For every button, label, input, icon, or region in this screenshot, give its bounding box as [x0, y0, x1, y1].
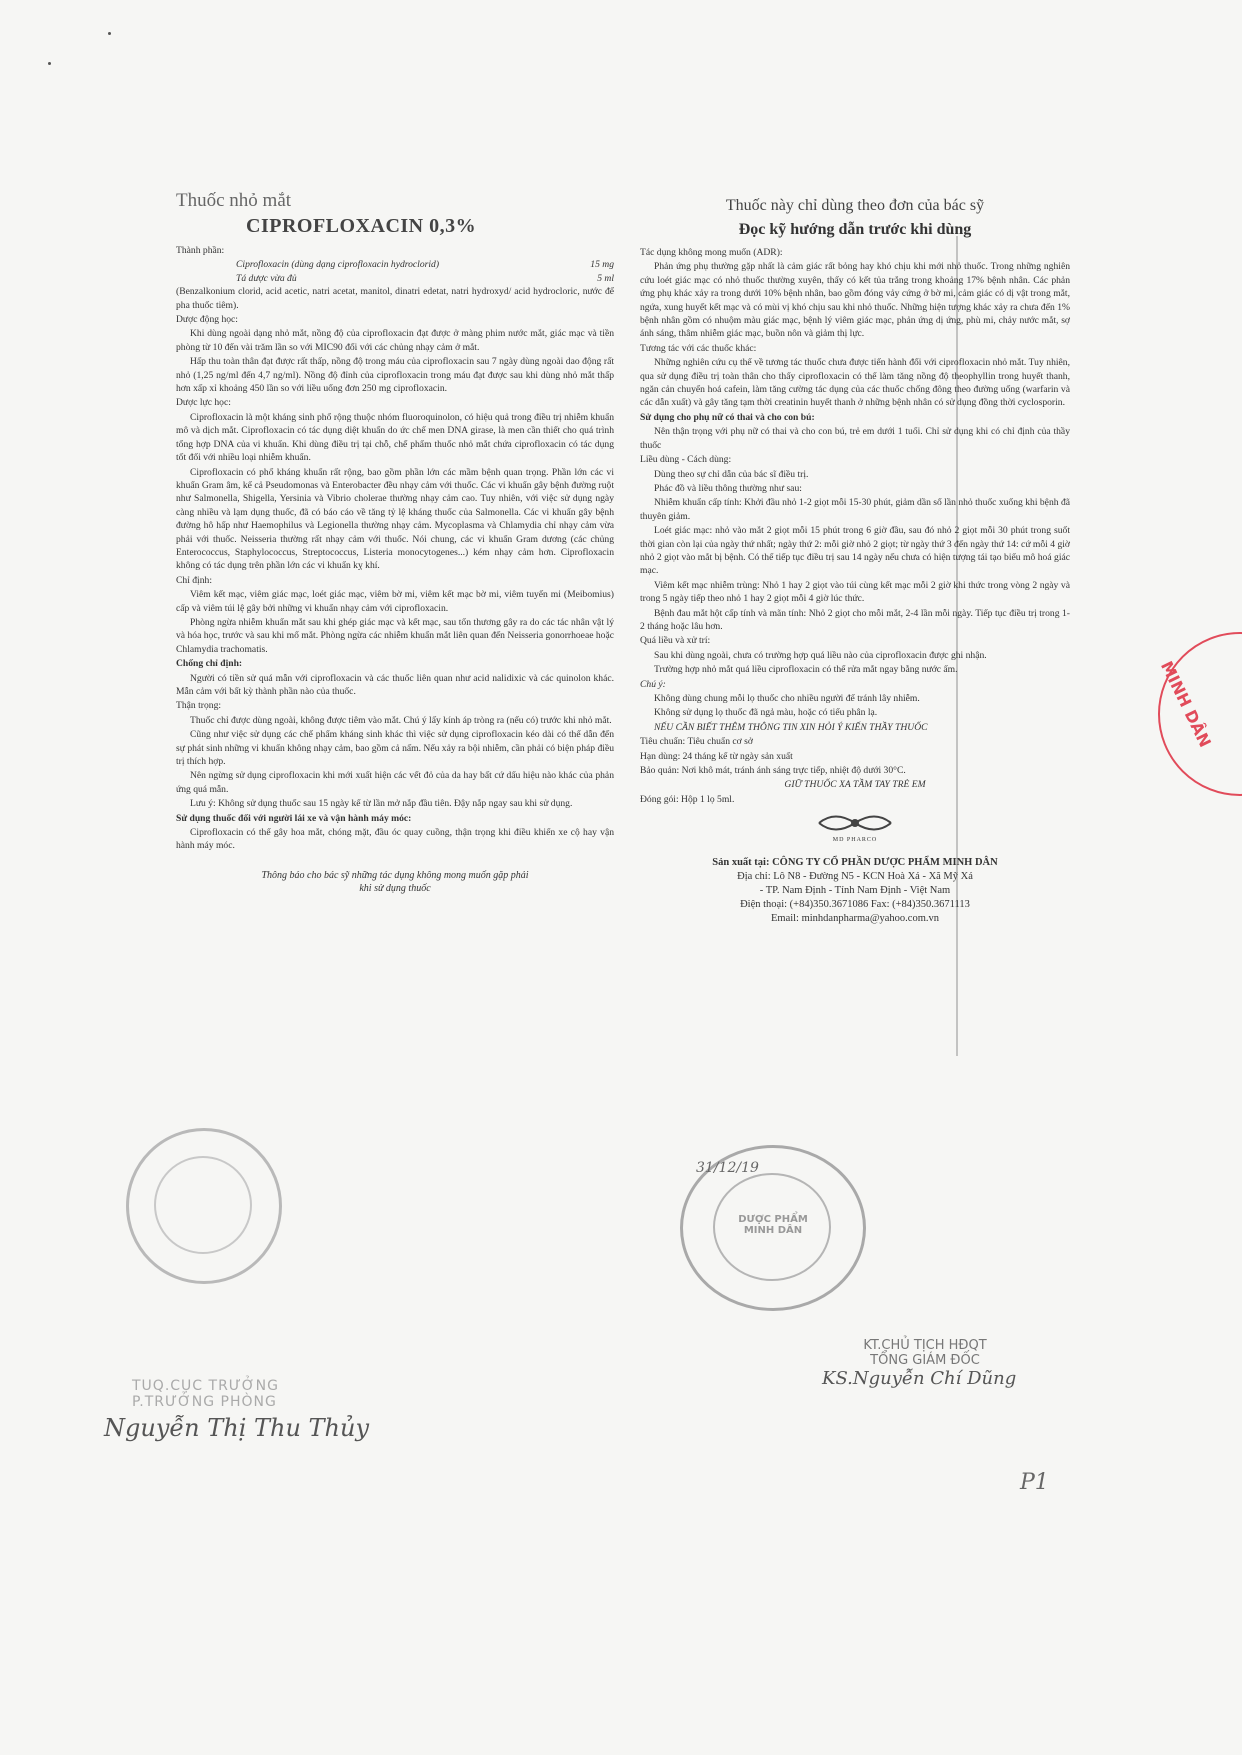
- manufacturer-name: Sản xuất tại: CÔNG TY CỔ PHẦN DƯỢC PHẨM MINH DÂN: [712, 856, 998, 868]
- read-instructions-line: Đọc kỹ hướng dẫn trước khi dùng: [738, 221, 972, 238]
- dosage-heading: Liều dùng - Cách dùng:: [640, 454, 732, 466]
- composition-excipients: [176, 272, 614, 285]
- product-type-title: Thuốc nhỏ mắt: [176, 190, 292, 211]
- manufacturer-address: Địa chỉ: Lô N8 - Đường N5 - KCN Hoà Xá - Xã Mỹ Xá: [737, 870, 973, 882]
- caution-paragraph: Cũng như việc sử dụng các chế phẩm kháng sinh khác thì việc sử dụng ciprofloxacin kéo dài có thể dẫn đến sự phát sinh những vi khuẩn không nhạy cảm, bao gồm cả nấm. Nếu xảy ra bội nhiễm, cần phải có biện pháp điều trị thích hợp.: [176, 729, 614, 768]
- handwritten-date: 31/12/19: [696, 1160, 759, 1176]
- driving-heading: Sử dụng thuốc đối với người lái xe và vận hành máy móc:: [176, 812, 412, 824]
- contraindications-heading: Chống chỉ định:: [176, 658, 243, 670]
- excipients-label: Tá dược vừa đủ: [236, 272, 297, 284]
- left-column: [176, 190, 614, 896]
- manufacturer-email: Email: minhdanpharma@yahoo.com.vn: [770, 912, 939, 924]
- left-signatory-title: P.TRƯỞNG PHÒNG: [132, 1394, 277, 1410]
- manufacturer-phone: Điện thoại: (+84)350.3671086 Fax: (+84)350.3671113: [740, 898, 970, 910]
- contraindications-paragraph: Người có tiền sử quá mẫn với ciprofloxacin và các thuốc liên quan như acid nalidixic và các quinolon khác. Mẫn cảm với bất kỳ thành phần nào của thuốc.: [176, 672, 614, 697]
- left-signatory-title: TUQ.CỤC TRƯỞNG: [132, 1378, 279, 1394]
- dosage-paragraph: Phác đồ và liều thông thường như sau:: [654, 482, 802, 494]
- caution-paragraph: Thuốc chỉ được dùng ngoài, không được tiêm vào mắt. Chú ý lấy kính áp tròng ra (nếu có) trước khi nhỏ mắt.: [190, 714, 612, 726]
- left-signature-name: Nguyễn Thị Thu Thủy: [104, 1414, 370, 1442]
- interactions-paragraph: Những nghiên cứu cụ thể về tương tác thuốc chưa được tiến hành đối với ciprofloxacin nhỏ mắt. Tuy nhiên, qua sử dụng điều trị toàn thân cho thấy ciprofloxacin có thể làm tăng nồng độ theophyllin trong huyết thanh, ngăn cản chuyển hoá cafein, làm tăng cường tác dụng của các thuốc chống đông theo đường uống (warfarin và các dẫn xuất) và gây tăng tạm thời creatinin huyết thanh ở những bệnh nhân có sử dụng đồng thời cyclosporin.: [640, 357, 1070, 409]
- logo-mark-icon: [815, 812, 895, 834]
- packing-line: Đóng gói: Hộp 1 lọ 5ml.: [640, 793, 735, 805]
- scan-speck: [48, 62, 51, 65]
- overdose-paragraph: Trường hợp nhỏ mắt quá liều ciprofloxacin có thể rửa mắt ngay bằng nước ấm.: [654, 664, 958, 676]
- consult-doctor-line: NẾU CẦN BIẾT THÊM THÔNG TIN XIN HỎI Ý KIẾN THẦY THUỐC: [654, 721, 928, 733]
- indications-paragraph: Viêm kết mạc, viêm giác mạc, loét giác mạc, viêm bờ mi, viêm kết mạc bờ mi, viêm tuyến mi (Meibomius) cấp và viêm túi lệ gây bởi những vi khuẩn nhạy cảm với ciprofloxacin.: [176, 589, 614, 614]
- indications-paragraph: Phòng ngừa nhiễm khuẩn mắt sau khi ghép giác mạc và kết mạc, sau tổn thương gây ra do các tác nhân vật lý và hóa học, trước và sau khi mổ mắt. Phòng ngừa các nhiễm khuẩn mắt liên quan đến Neisseria gonorrhoeae hoặc Chlamydia trachomatis.: [176, 616, 614, 655]
- right-signature-name: KS.Nguyễn Chí Dũng: [822, 1368, 1017, 1389]
- red-company-stamp: [1158, 632, 1242, 796]
- red-stamp-text: MINH DÂN: [1156, 658, 1215, 751]
- pd-paragraph: Ciprofloxacin là một kháng sinh phổ rộng thuộc nhóm fluoroquinolon, có hiệu quả trong điều trị nhiễm khuẩn mô và dịch mắt. Ciprofloxacin có tác dụng diệt khuẩn do ức chế men DNA girase, là men cần thiết cho quá trình tổng hợp DNA của vi khuẩn. Khi dùng điều trị tại chỗ, chế phẩm thuốc nhỏ mắt chứa ciprofloxacin có tác dụng tốt đối với nhiều loại nhiễm khuẩn.: [176, 411, 614, 464]
- overdose-heading: Quá liều và xử trí:: [640, 635, 711, 647]
- note-paragraph: Không dùng chung mỗi lọ thuốc cho nhiều người để tránh lây nhiễm.: [654, 693, 920, 704]
- pregnancy-heading: Sử dụng cho phụ nữ có thai và cho con bú:: [640, 411, 815, 423]
- right-signatory-title: TỔNG GIÁM ĐỐC: [870, 1353, 980, 1368]
- indications-heading: Chỉ định:: [176, 574, 212, 586]
- active-amount: 15 mg: [590, 259, 614, 271]
- note-paragraph: Không sử dụng lọ thuốc đã ngả màu, hoặc có tiểu phân lạ.: [654, 707, 878, 719]
- authority-stamp: [126, 1128, 282, 1284]
- stamp-text: DƯỢC PHẨM MINH DÂN: [738, 1214, 808, 1236]
- pregnancy-paragraph: Nên thận trọng với phụ nữ có thai và cho con bú, trẻ em dưới 1 tuổi. Chỉ sử dụng khi có chỉ định của thầy thuốc: [640, 426, 1070, 451]
- composition-active: [176, 258, 614, 271]
- adr-notice-line: khi sử dụng thuốc: [359, 883, 431, 895]
- left-signatory-titles: [132, 1378, 279, 1410]
- standard-line: Tiêu chuẩn: Tiêu chuẩn cơ sở: [640, 736, 753, 748]
- dosage-paragraph: Loét giác mạc: nhỏ vào mắt 2 giọt mỗi 15 phút trong 6 giờ đầu, sau đó nhỏ 2 giọt mỗi 30 phút trong suốt thời gian còn lại của ngày thứ nhất; ngày thứ 2: mỗi giờ nhỏ 2 giọt; từ ngày thứ 3 đến ngày thứ 14: cứ mỗi 4 giờ nhỏ 2 giọt vào mắt bị bệnh. Có thể tiếp tục điều trị sau 14 ngày nếu chưa có hiện tượng tái tạo biểu mô hoá giác mạc.: [640, 525, 1070, 577]
- right-signatory-title: KT.CHỦ TỊCH HĐQT: [863, 1338, 987, 1353]
- dosage-paragraph: Dùng theo sự chỉ dẫn của bác sĩ điều trị.: [654, 468, 809, 480]
- keep-away-line: GIỮ THUỐC XA TẦM TAY TRẺ EM: [784, 779, 926, 791]
- dosage-paragraph: Viêm kết mạc nhiễm trùng: Nhỏ 1 hay 2 giọt vào túi cùng kết mạc mỗi 2 giờ khi thức trong vòng 2 ngày và trong 5 ngày tiếp theo nhỏ 1 hay 2 giọt mỗi 4 giờ lúc thức.: [640, 579, 1070, 605]
- caution-paragraph: Nên ngừng sử dụng ciprofloxacin khi mới xuất hiện các vết đỏ của da hay bất cứ dấu hiệu nào khác của phản ứng quá mẫn.: [176, 770, 614, 795]
- adr-notice-line: Thông báo cho bác sỹ những tác dụng không mong muốn gặp phải: [261, 869, 529, 881]
- logo-caption: MD PHARCO: [832, 837, 878, 844]
- adr-paragraph: Phản ứng phụ thường gặp nhất là cảm giác rất bỏng hay khó chịu khi mới nhỏ thuốc. Trong những nghiên cứu loét giác mạc có nhỏ thuốc thường xuyên, thấy có kết tủa trắng trong khoảng 17% bệnh nhân. Các phản ứng phụ khác xảy ra trong dưới 10% bệnh nhân, bao gồm đóng vảy cứng ở bờ mi, cảm giác có dị vật trong mắt, ngứa, xung huyết kết mạc và có mùi vị khó chịu sau khi nhỏ thuốc. Những hiện tượng khác xảy ra chưa đến 1% bệnh nhân gồm có nhuộm màu giác mạc, bệnh lý viêm giác mạc, phản ứng dị ứng, phù mi, chảy nước mắt, sợ ánh sáng, thâm nhiễm giác mạc, buồn nôn và giảm thị lực.: [640, 261, 1070, 340]
- caution-heading: Thận trọng:: [176, 700, 222, 712]
- stamp-inner-ring: [154, 1156, 252, 1254]
- composition-heading: Thành phần:: [176, 245, 225, 256]
- interactions-heading: Tương tác với các thuốc khác:: [640, 342, 757, 354]
- caution-note: Lưu ý: Không sử dụng thuốc sau 15 ngày kể từ lần mở nắp đầu tiên. Đậy nắp ngay sau khi sử dụng.: [190, 798, 573, 810]
- adr-notice: [176, 869, 614, 896]
- right-column: [640, 196, 1070, 926]
- scan-speck: [108, 32, 111, 35]
- right-signatory-titles: [840, 1338, 1010, 1368]
- overdose-paragraph: Sau khi dùng ngoài, chưa có trường hợp quá liều nào của ciprofloxacin được ghi nhận.: [654, 649, 987, 661]
- driving-paragraph: Ciprofloxacin có thể gây hoa mắt, chóng mặt, đầu óc quay cuồng, thận trọng khi điều khiển xe cộ hay vận hành máy móc.: [176, 827, 614, 852]
- storage-line: Bảo quản: Nơi khô mát, tránh ánh sáng trực tiếp, nhiệt độ dưới 30°C.: [640, 765, 906, 777]
- active-ingredient: Ciprofloxacin (dùng dạng ciprofloxacin hydroclorid): [236, 259, 440, 271]
- note-heading: Chú ý:: [640, 678, 666, 690]
- excipient-list: (Benzalkonium clorid, acid acetic, natri acetat, manitol, dinatri edetat, natri hydroxyd/ acid hydrocloric, nước để pha thuốc tiêm).: [176, 286, 614, 311]
- pd-heading: Dược lực học:: [176, 397, 231, 409]
- adr-heading: Tác dụng không mong muốn (ADR):: [640, 247, 783, 258]
- dosage-paragraph: Bệnh đau mắt hột cấp tính và mãn tính: Nhỏ 2 giọt cho mỗi mắt, 2-4 lần mỗi ngày. Tiếp tục điều trị trong 1-2 tháng hoặc lâu hơn.: [640, 607, 1070, 632]
- pk-paragraph: Khi dùng ngoài dạng nhỏ mắt, nồng độ của ciprofloxacin đạt được ở màng phim nước mắt, giác mạc và tiền phòng từ 10 đến vài trăm lần so với MIC90 đối với các chủng nhạy cảm ở mắt.: [176, 328, 614, 353]
- pk-paragraph: Hấp thu toàn thân đạt được rất thấp, nồng độ trong máu của ciprofloxacin sau 7 ngày dùng ngoài dao động rất nhỏ (1,25 ng/ml đến 4,7 ng/ml). Nồng độ đỉnh của ciprofloxacin trong máu đạt được sau khi dùng nhỏ mắt thấp hơn xấp xỉ khoảng 450 lần so với liều uống đơn 250 mg ciprofloxacin.: [176, 356, 614, 395]
- manufacturer-block: [640, 856, 1070, 926]
- dosage-paragraph: Nhiễm khuẩn cấp tính: Khởi đầu nhỏ 1-2 giọt mỗi 15-30 phút, giảm dần số lần nhỏ thuốc xuống khi bệnh đã thuyên giảm.: [640, 497, 1070, 522]
- product-name-title: CIPROFLOXACIN 0,3%: [246, 215, 477, 237]
- excipients-amount: 5 ml: [597, 272, 614, 284]
- company-logo: [815, 812, 895, 834]
- pk-heading: Dược động học:: [176, 314, 238, 326]
- manufacturer-address: - TP. Nam Định - Tỉnh Nam Định - Việt Nam: [759, 884, 951, 896]
- pd-paragraph: Ciprofloxacin có phổ kháng khuẩn rất rộng, bao gồm phần lớn các mầm bệnh quan trọng. Phần lớn các vi khuẩn Gram âm, kể cả Pseudomonas và Enterobacter đều nhạy cảm với thuốc. Các vi khuẩn gây bệnh đường ruột như Salmonella, Shigella, Yersinia và Vibrio cholerae thường nhạy cảm cao. Tuy nhiên, với việc sử dụng ngày càng nhiều và lạm dụng thuốc, đã có báo cáo về tăng tỷ lệ kháng thuốc của Salmonella. Các vi khuẩn gây bệnh đường hô hấp như Haemophilus và Legionella thường nhạy cảm. Mycoplasma và Chlamydia chỉ nhạy cảm vừa phải với thuốc. Neisseria thường rất nhạy cảm với thuốc. Nói chung, các vi khuẩn Gram dương (các chủng Enterococcus, Staphylococcus, Streptococcus, Listeria monocytogenes...) kém nhạy cảm hơn. Ciprofloxacin không có tác dụng trên phần lớn các vi khuẩn kỵ khí.: [176, 466, 614, 572]
- page-mark: P1: [1020, 1470, 1049, 1495]
- expiry-line: Hạn dùng: 24 tháng kể từ ngày sản xuất: [640, 750, 793, 762]
- rx-only-line: Thuốc này chỉ dùng theo đơn của bác sỹ: [725, 197, 985, 214]
